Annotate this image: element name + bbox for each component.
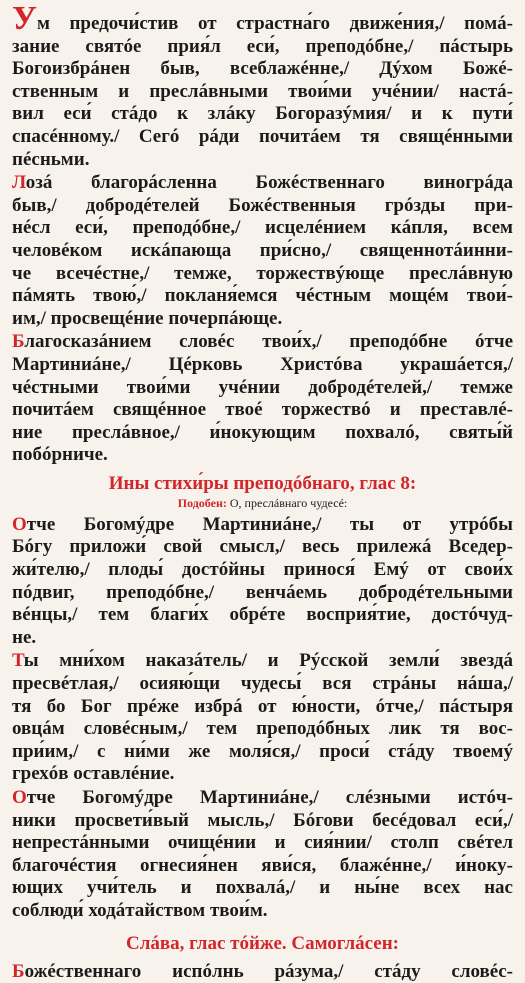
- podoben-line: [12, 495, 513, 511]
- stanza-7: Божéственнаго испóлнь рáзума,/ стáду словéс-: [12, 960, 513, 982]
- red-initial: Б: [12, 331, 25, 353]
- slava-heading: Слáва, глас тóйже. Самоглáсен:: [126, 932, 399, 954]
- red-initial: Б: [12, 960, 25, 982]
- stanza-5: Ты мни́хом наказáтель/ и Рýсской земли́ звездá пресвéтлая,/ осияю́щи чудесы́ вся стрáны нáша,/ тя бо Бог прéже избрá от ю́ности, óтче,/ пáстыря овцáм словéсным,/ тем преподóбных лик тя вос- при́им,/ с ни́ми же моля́ся,/ проси́ стáду твоемý грехóв оставлéние.: [12, 650, 513, 785]
- stanza-6: Отче Богомýдре Мартиниáне,/ слéзными истóч- ники просвети́вый мысль,/ Бóгови бесéдовал еси́,/ непрестáнными очищéнии и сия́нии/ столп свéтел благочéстия огнесия́нен яви́ся, блажéнне,/ и́ноку- ющих учи́тель и похвалá,/ и ны́не всех нас соблюди́ ходáтайством твои́м.: [12, 787, 513, 921]
- stanza-4: Отче Богомýдре Мартиниáне,/ ты от утрóбы Бóгу приложи́ свой смысл,/ весь прилежá Вседер- жи́телю,/ плоды́ достóйны принося́ Емý от свои́х пóдвиг, преподóбне,/ венчáемь добродéтельными вéнцы,/ тем благи́х обрéте восприя́тие, достóчуд- не.: [12, 513, 513, 648]
- stanza-3: Благоскaзáнием словéс твои́х,/ преподóбне óтче Мартиниáне,/ Цéрковь Христóва украшáется,/ чéстными твои́ми учéнии добродéтелей,/ темже почитáем свящéнное твоé торжествó и преставлé- ние преслáвное,/ и́нокующим похвалó, святы́й побóрниче.: [12, 331, 513, 466]
- red-initial: Л: [12, 172, 26, 194]
- red-initial: Т: [12, 650, 24, 672]
- red-initial: О: [12, 513, 27, 535]
- podoben-text: О, преслáвнаго чудесé:: [229, 495, 348, 510]
- red-initial: О: [12, 787, 27, 808]
- drop-initial: У: [12, 0, 37, 37]
- stanza-1: Ум предочи́стив от страстна́го движе́ния,/ помá- зание святóе прия́л еси́, преподóбне,/ пáстырь Богоизбрáнен быв, всеблажéнне,/ Дýхом Божé- ственным и преслáвными твои́ми учéнии/ настá- вил еси́ стáдо к злáку Богоразýмия/ и к пути́ спасéнному./ Сегó рáди почитáем тя свящéнными пéсньми.: [12, 0, 513, 170]
- podoben-label: Подобен:: [177, 495, 227, 510]
- section-heading: Ины стихи́ры преподóбнаго, глас 8:: [108, 472, 417, 494]
- stanza-2: Лозá благорáсленна Божéственнаго виногрáда быв,/ добродéтелей Божéственныя грóзды при- нéсл еси́, преподóбне,/ исцелéнием кáпля, всем человéком искáпающа при́сно,/ священнотáинни- че всечéстне,/ темже, торжествýюще преслáвную пáмять твою́,/ покланя́емся чéстным мощéм твои́- им,/ просвещéние почерпáюще.: [12, 172, 513, 329]
